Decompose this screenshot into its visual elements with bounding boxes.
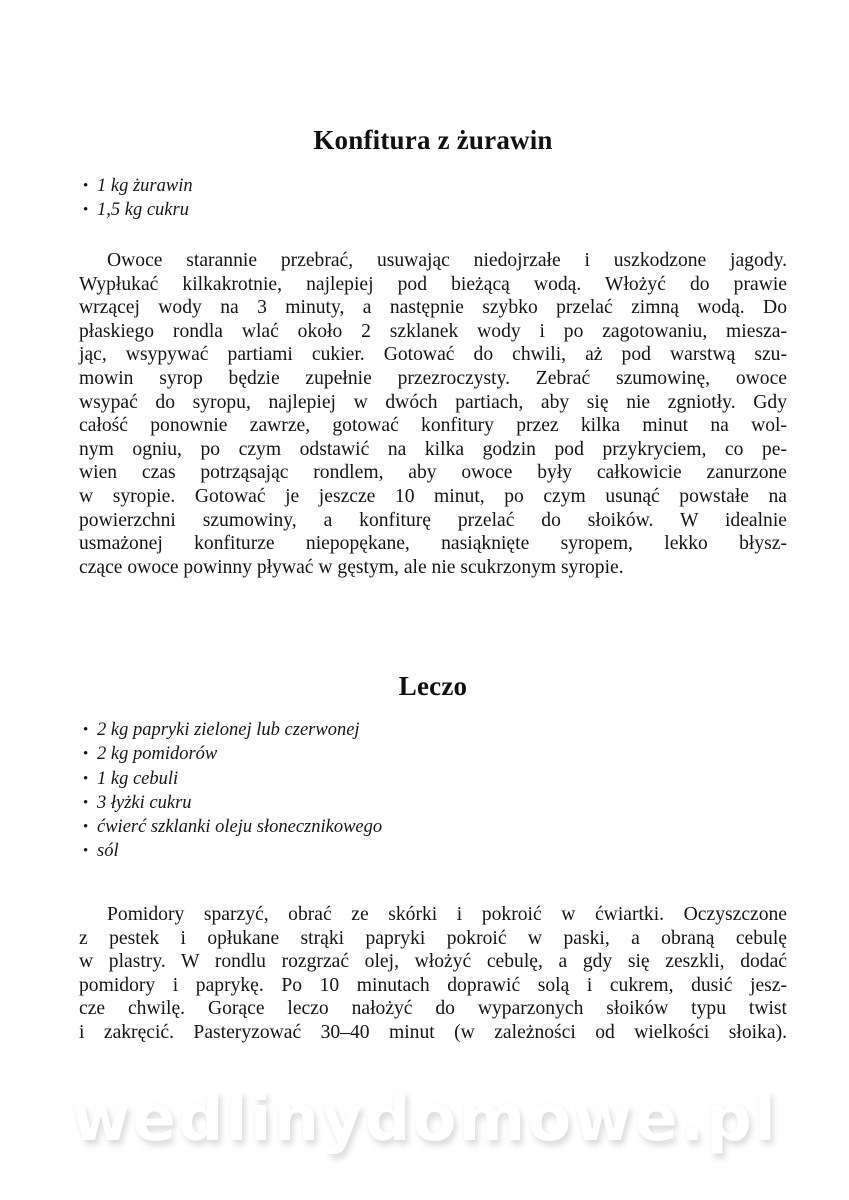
watermark-text: wedlinydomowe.pl <box>71 1082 778 1156</box>
bullet-icon: • <box>83 202 89 219</box>
text-line: w syropie. Gotować je jeszcze 10 minut, po czym usunąć powstałe na <box>79 485 787 507</box>
bullet-icon: • <box>83 794 89 811</box>
ingredient-text: 2 kg papryki zielonej lub czerwonej <box>97 720 360 740</box>
text-line: Wypłukać kilkakrotnie, najlepiej pod bieżącą wodą. Włożyć do prawie <box>79 273 787 295</box>
text-line: usmażonej konfiturze niepopękane, nasiąknięte syropem, lekko błysz- <box>79 533 787 555</box>
ingredient-item <box>83 767 382 791</box>
text-line: z pestek i opłukane strąki papryki pokroić w paski, a obraną cebulę <box>79 927 787 949</box>
bullet-icon: • <box>83 843 89 860</box>
ingredient-text: 1 kg żurawin <box>97 176 193 196</box>
ingredient-text: 1 kg cebuli <box>97 768 179 789</box>
ingredient-text: 1,5 kg cukru <box>97 200 189 221</box>
ingredient-list <box>83 718 382 864</box>
text-line: w plastry. W rondlu rozgrzać olej, włożyć cebulę, a gdy się zeszkli, dodać <box>79 951 787 973</box>
bullet-icon: • <box>83 178 89 194</box>
ingredient-item <box>83 198 193 222</box>
ingredient-item <box>83 839 382 863</box>
instructions-paragraph <box>79 249 787 579</box>
ingredient-list <box>83 174 193 223</box>
bullet-icon: • <box>83 770 89 787</box>
ingredient-text: 3 łyżki cukru <box>97 792 192 813</box>
text-line: jąc, wsypywać partiami cukier. Gotować do chwili, aż pod warstwą szu- <box>79 344 787 366</box>
ingredient-text: sól <box>97 841 119 862</box>
ingredient-item <box>83 718 382 742</box>
text-line: wsypać do syropu, najlepiej w dwóch partiach, aby się nie zgniotły. Gdy <box>79 391 787 413</box>
text-line: mowin syrop będzie zupełnie przezroczysty. Zebrać szumowinę, owoce <box>79 367 787 389</box>
instructions-paragraph <box>79 903 787 1045</box>
text-line: pomidory i paprykę. Po 10 minutach doprawić solą i cukrem, dusić jesz- <box>79 974 787 996</box>
ingredient-item <box>83 815 382 839</box>
ingredient-text: 2 kg pomidorów <box>97 744 218 765</box>
text-line: czące owoce powinny pływać w gęstym, ale nie scukrzonym syropie. <box>79 556 624 578</box>
text-line: i zakręcić. Pasteryzować 30–40 minut (w zależności od wielkości słoika). <box>79 1021 787 1043</box>
text-line: Pomidory sparzyć, obrać ze skórki i pokroić w ćwiartki. Oczyszczone <box>107 904 787 925</box>
text-line: cze chwilę. Gorące leczo nałożyć do wyparzonych słoików typu twist <box>79 998 787 1020</box>
recipe-title: Konfitura z żurawin <box>313 125 553 155</box>
text-line: wien czas potrząsając rondlem, aby owoce były całkowicie zanurzone <box>79 462 787 484</box>
bullet-icon: • <box>83 722 89 738</box>
recipe-title: Leczo <box>398 671 468 701</box>
text-line: wrzącej wody na 3 minuty, a następnie szybko przelać zimną wodą. Do <box>79 297 787 319</box>
bullet-icon: • <box>83 819 89 836</box>
text-line: płaskiego rondla wlać około 2 szklanek wody i po zagotowaniu, miesza- <box>79 320 787 342</box>
ingredient-text: ćwierć szklanki oleju słonecznikowego <box>97 817 383 838</box>
bullet-icon: • <box>83 746 89 763</box>
text-line: nym ogniu, po czym odstawić na kilka godzin pod przykryciem, co pe- <box>79 438 787 460</box>
ingredient-item <box>83 742 382 766</box>
text-line: całość ponownie zawrze, gotować konfitury przez kilka minut na wol- <box>79 415 787 437</box>
ingredient-item <box>83 174 193 198</box>
ingredient-item <box>83 791 382 815</box>
text-line: powierzchni szumowiny, a konfiturę przelać do słoików. W idealnie <box>79 509 787 531</box>
text-line: Owoce starannie przebrać, usuwając niedojrzałe i uszkodzone jagody. <box>107 250 787 271</box>
